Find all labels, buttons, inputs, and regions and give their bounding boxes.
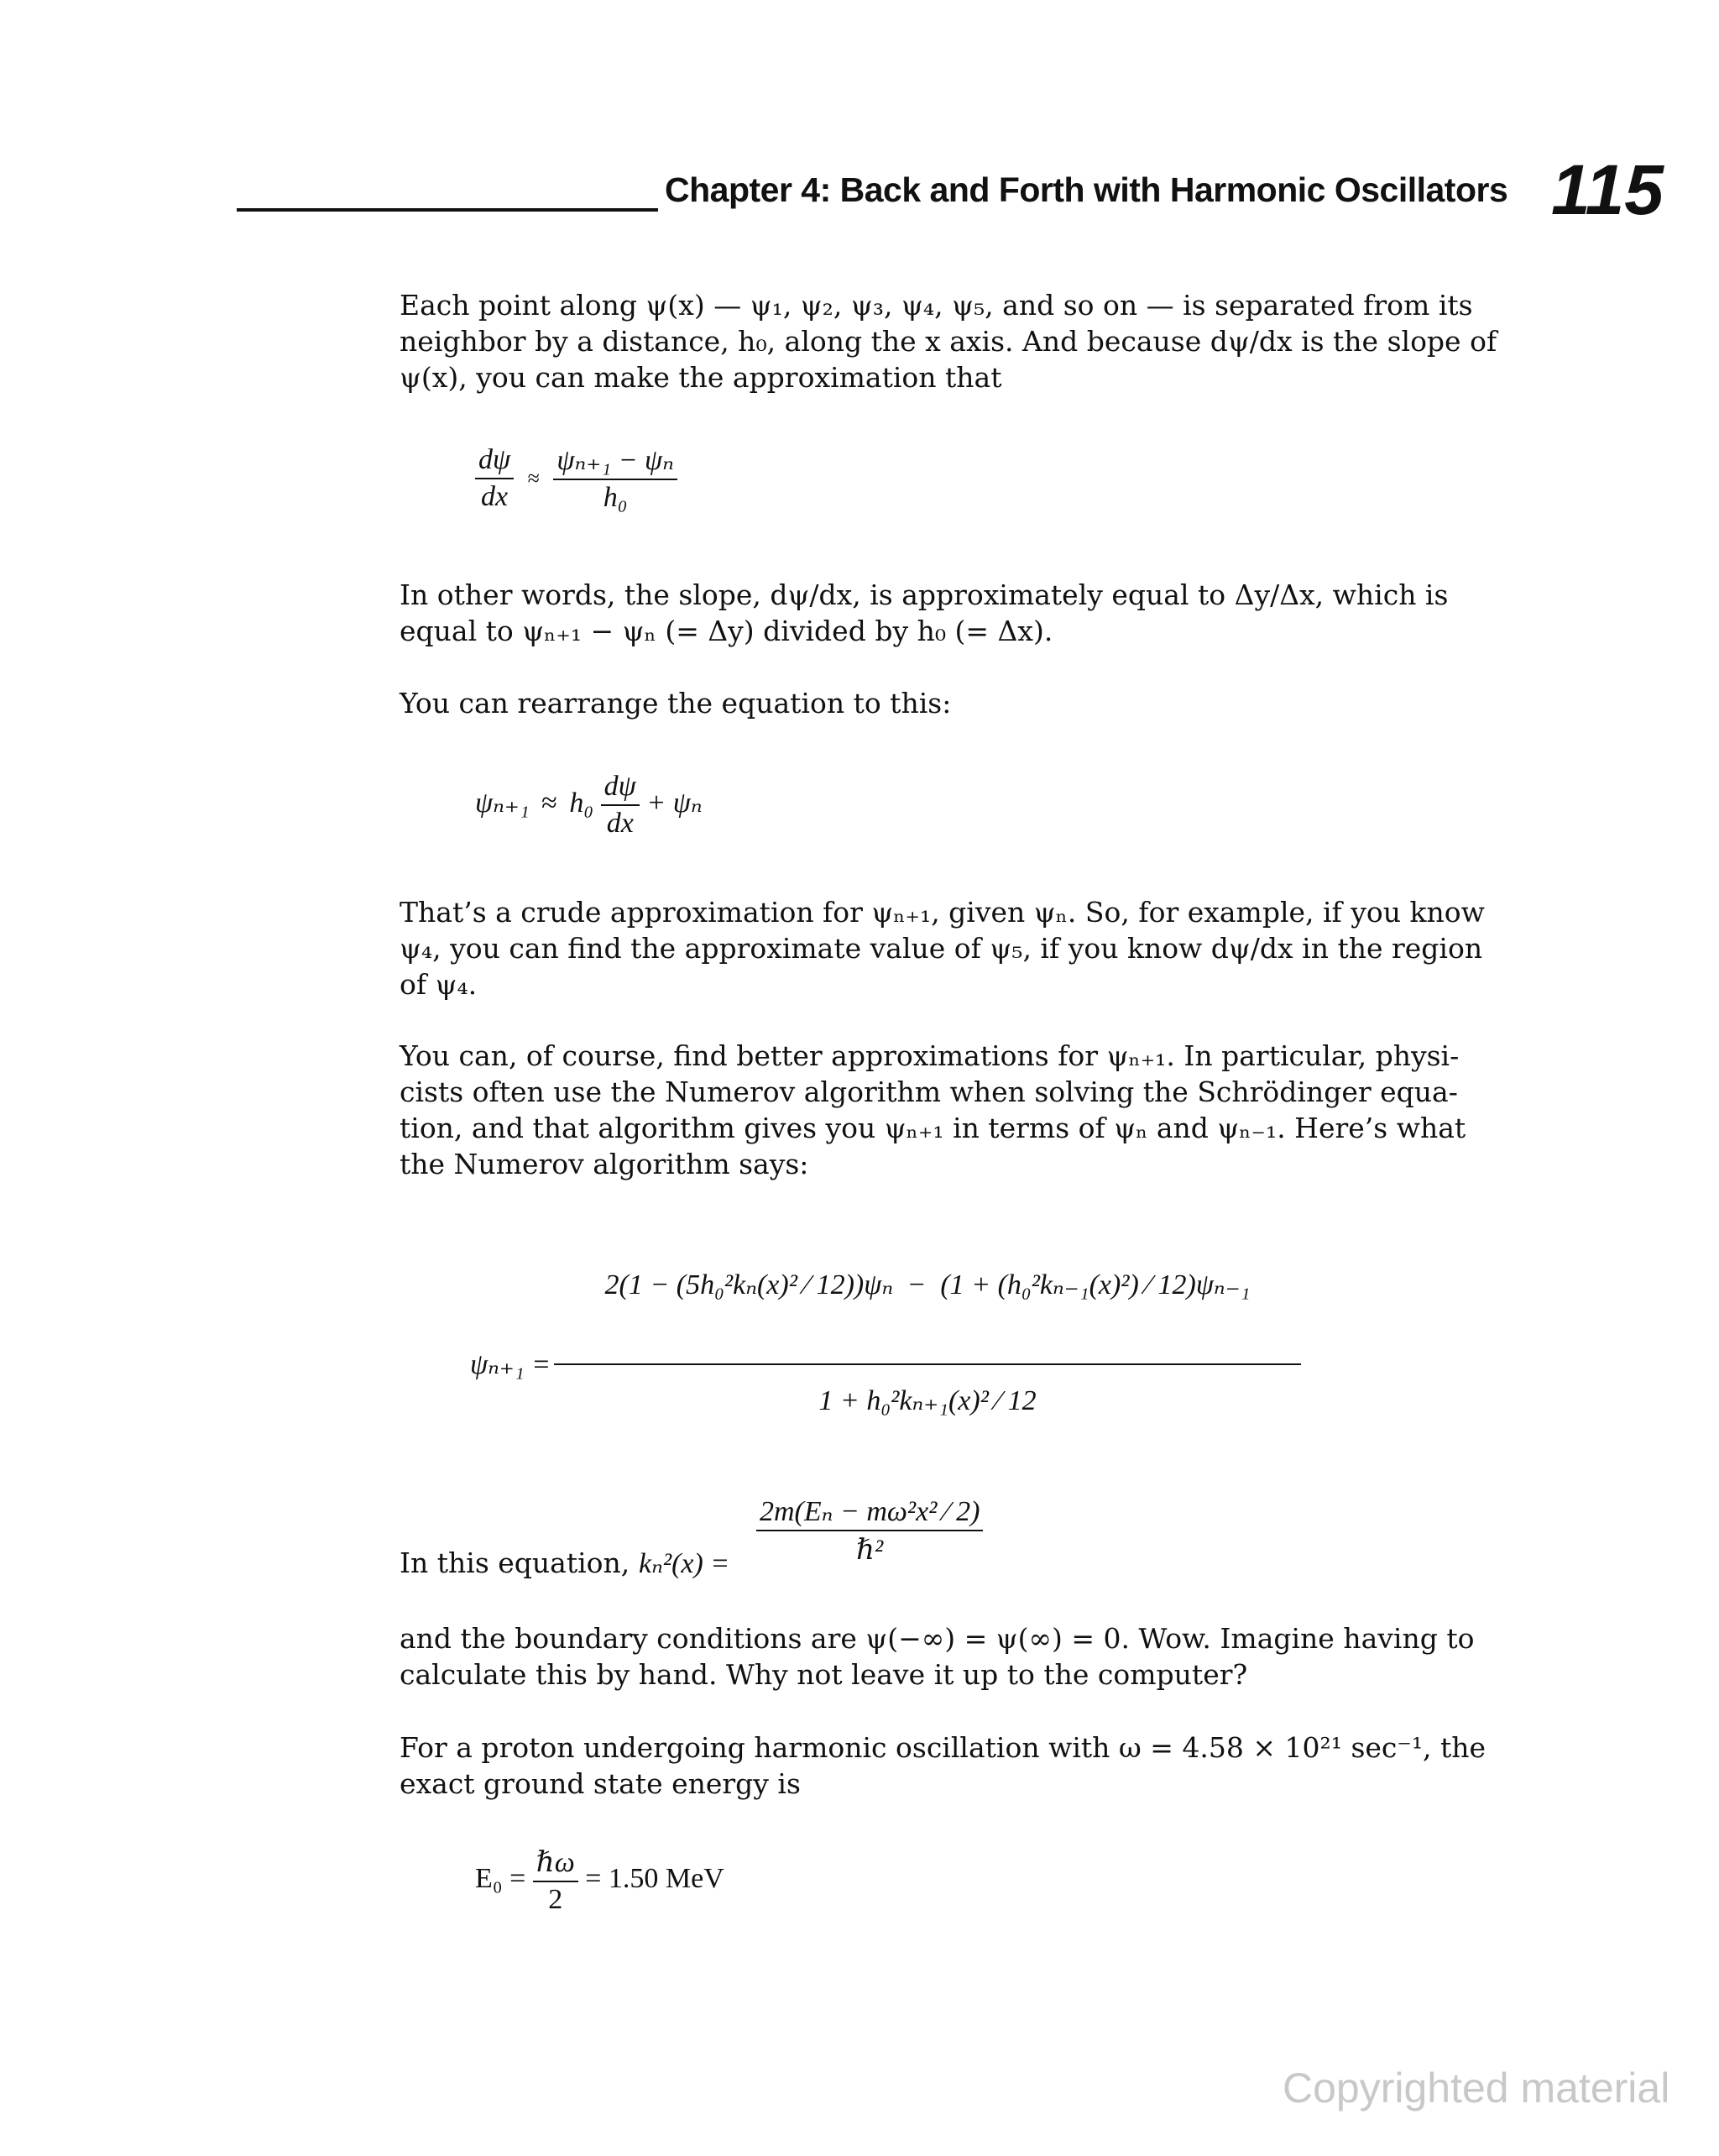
paragraph-line: cists often use the Numerov algorithm when solving the Schrödinger equa- — [400, 1075, 1458, 1108]
eq1-lhs-num: dψ — [478, 444, 511, 475]
equation-rearranged — [475, 771, 703, 840]
paragraph-line: equal to ψₙ₊₁ − ψₙ (= Δy) divided by h₀ (= Δx). — [400, 615, 1053, 647]
eq2-num: dψ — [603, 771, 636, 802]
paragraph-line: That’s a crude approximation for ψₙ₊₁, given ψₙ. So, for example, if you know — [400, 896, 1485, 929]
paragraph-line: calculate this by hand. Why not leave it up to the computer? — [400, 1658, 1248, 1691]
eq5-lhs: E₀ = — [475, 1862, 526, 1894]
eq1-rhs-num: ψₙ₊₁ − ψₙ — [556, 445, 674, 476]
equation-k-definition — [400, 1486, 1323, 1604]
eq3-den: 1 + h₀²kₙ₊₁(x)² ⁄ 12 — [818, 1385, 1037, 1416]
paragraph-3 — [400, 685, 1499, 721]
eq1-rhs-den: h₀ — [603, 482, 628, 513]
paragraph-5 — [400, 1038, 1499, 1182]
eq3-num-left: 2(1 − (5h₀²kₙ(x)² ⁄ 12))ψₙ — [604, 1269, 894, 1300]
eq5-den: 2 — [548, 1884, 563, 1915]
paragraph-line: For a proton undergoing harmonic oscillation with ω = 4.58 × 10²¹ sec⁻¹, the — [400, 1731, 1486, 1764]
eq2-den: dx — [606, 808, 634, 839]
eq3-lhs: ψₙ₊₁ = — [470, 1349, 551, 1380]
page-number: 115 — [1551, 150, 1664, 229]
paragraph-2 — [400, 577, 1499, 649]
paragraph-line: neighbor by a distance, h₀, along the x axis. And because dψ/dx is the slope of — [400, 325, 1497, 358]
eq2-relation: ≈ — [541, 787, 557, 819]
fraction-dpsi-dx — [475, 444, 514, 513]
paragraph-7 — [400, 1620, 1499, 1693]
paragraph-4 — [400, 894, 1499, 1002]
eq3-num-right: (1 + (h₀²kₙ₋₁(x)²) ⁄ 12)ψₙ₋₁ — [940, 1269, 1251, 1300]
eq3-num-minus: − — [908, 1269, 925, 1300]
paragraph-line: In other words, the slope, dψ/dx, is approximately equal to Δy/Δx, which is — [400, 578, 1449, 611]
chapter-title: Chapter 4: Back and Forth with Harmonic Oscillators — [665, 170, 1508, 209]
paragraph-line: You can, of course, find better approximations for ψₙ₊₁. In particular, physi- — [400, 1039, 1460, 1072]
paragraph-line: ψ(x), you can make the approximation that — [400, 361, 1002, 394]
paragraph-line: and the boundary conditions are ψ(−∞) = ψ(∞) = 0. Wow. Imagine having to — [400, 1622, 1475, 1655]
copyright-watermark: Copyrighted material — [1283, 2064, 1670, 2112]
eq4-den: ℏ² — [856, 1535, 884, 1566]
fraction-hbar-omega — [533, 1845, 578, 1916]
equation-derivative-approx — [475, 443, 677, 514]
eq1-relation: ≈ — [527, 465, 540, 490]
paragraph-line: the Numerov algorithm says: — [400, 1148, 809, 1180]
equation-numerov — [470, 1234, 1309, 1461]
fraction-dpsi-dx — [601, 771, 640, 840]
paragraph-8 — [400, 1730, 1499, 1802]
equation-ground-state-energy — [475, 1845, 724, 1916]
eq1-lhs-den: dx — [481, 481, 509, 512]
paragraph-line: You can rearrange the equation to this: — [400, 687, 952, 720]
paragraph-line: tion, and that algorithm gives you ψₙ₊₁ in terms of ψₙ and ψₙ₋₁. Here’s what — [400, 1112, 1466, 1144]
eq4-lhs: kₙ²(x) = — [639, 1548, 730, 1579]
paragraph-line: ψ₄, you can find the approximate value of ψ₅, if you know dψ/dx in the region — [400, 932, 1483, 965]
eq2-coef: h₀ — [569, 787, 594, 819]
eq2-tail: + ψₙ — [646, 787, 703, 819]
header-rule — [237, 208, 658, 212]
fraction-bar — [554, 1363, 1301, 1365]
eq3-numerator — [554, 1268, 1301, 1301]
fraction-difference — [553, 443, 677, 514]
eq4-num: 2m(Eₙ − mω²x² ⁄ 2) — [760, 1496, 980, 1527]
eq2-lhs: ψₙ₊₁ — [475, 787, 530, 819]
eq5-rhs: = 1.50 MeV — [585, 1862, 724, 1894]
paragraph-line: of ψ₄. — [400, 968, 478, 1001]
eq5-num: ℏω — [536, 1847, 575, 1878]
paragraph-6-lead: In this equation, — [400, 1546, 630, 1579]
paragraph-line: Each point along ψ(x) — ψ₁, ψ₂, ψ₃, ψ₄, ψ₅, and so on — is separated from its — [400, 289, 1473, 322]
paragraph-line: exact ground state energy is — [400, 1767, 801, 1800]
eq3-denominator — [554, 1384, 1301, 1417]
fraction-k-squared — [756, 1494, 983, 1567]
paragraph-1 — [400, 287, 1499, 395]
